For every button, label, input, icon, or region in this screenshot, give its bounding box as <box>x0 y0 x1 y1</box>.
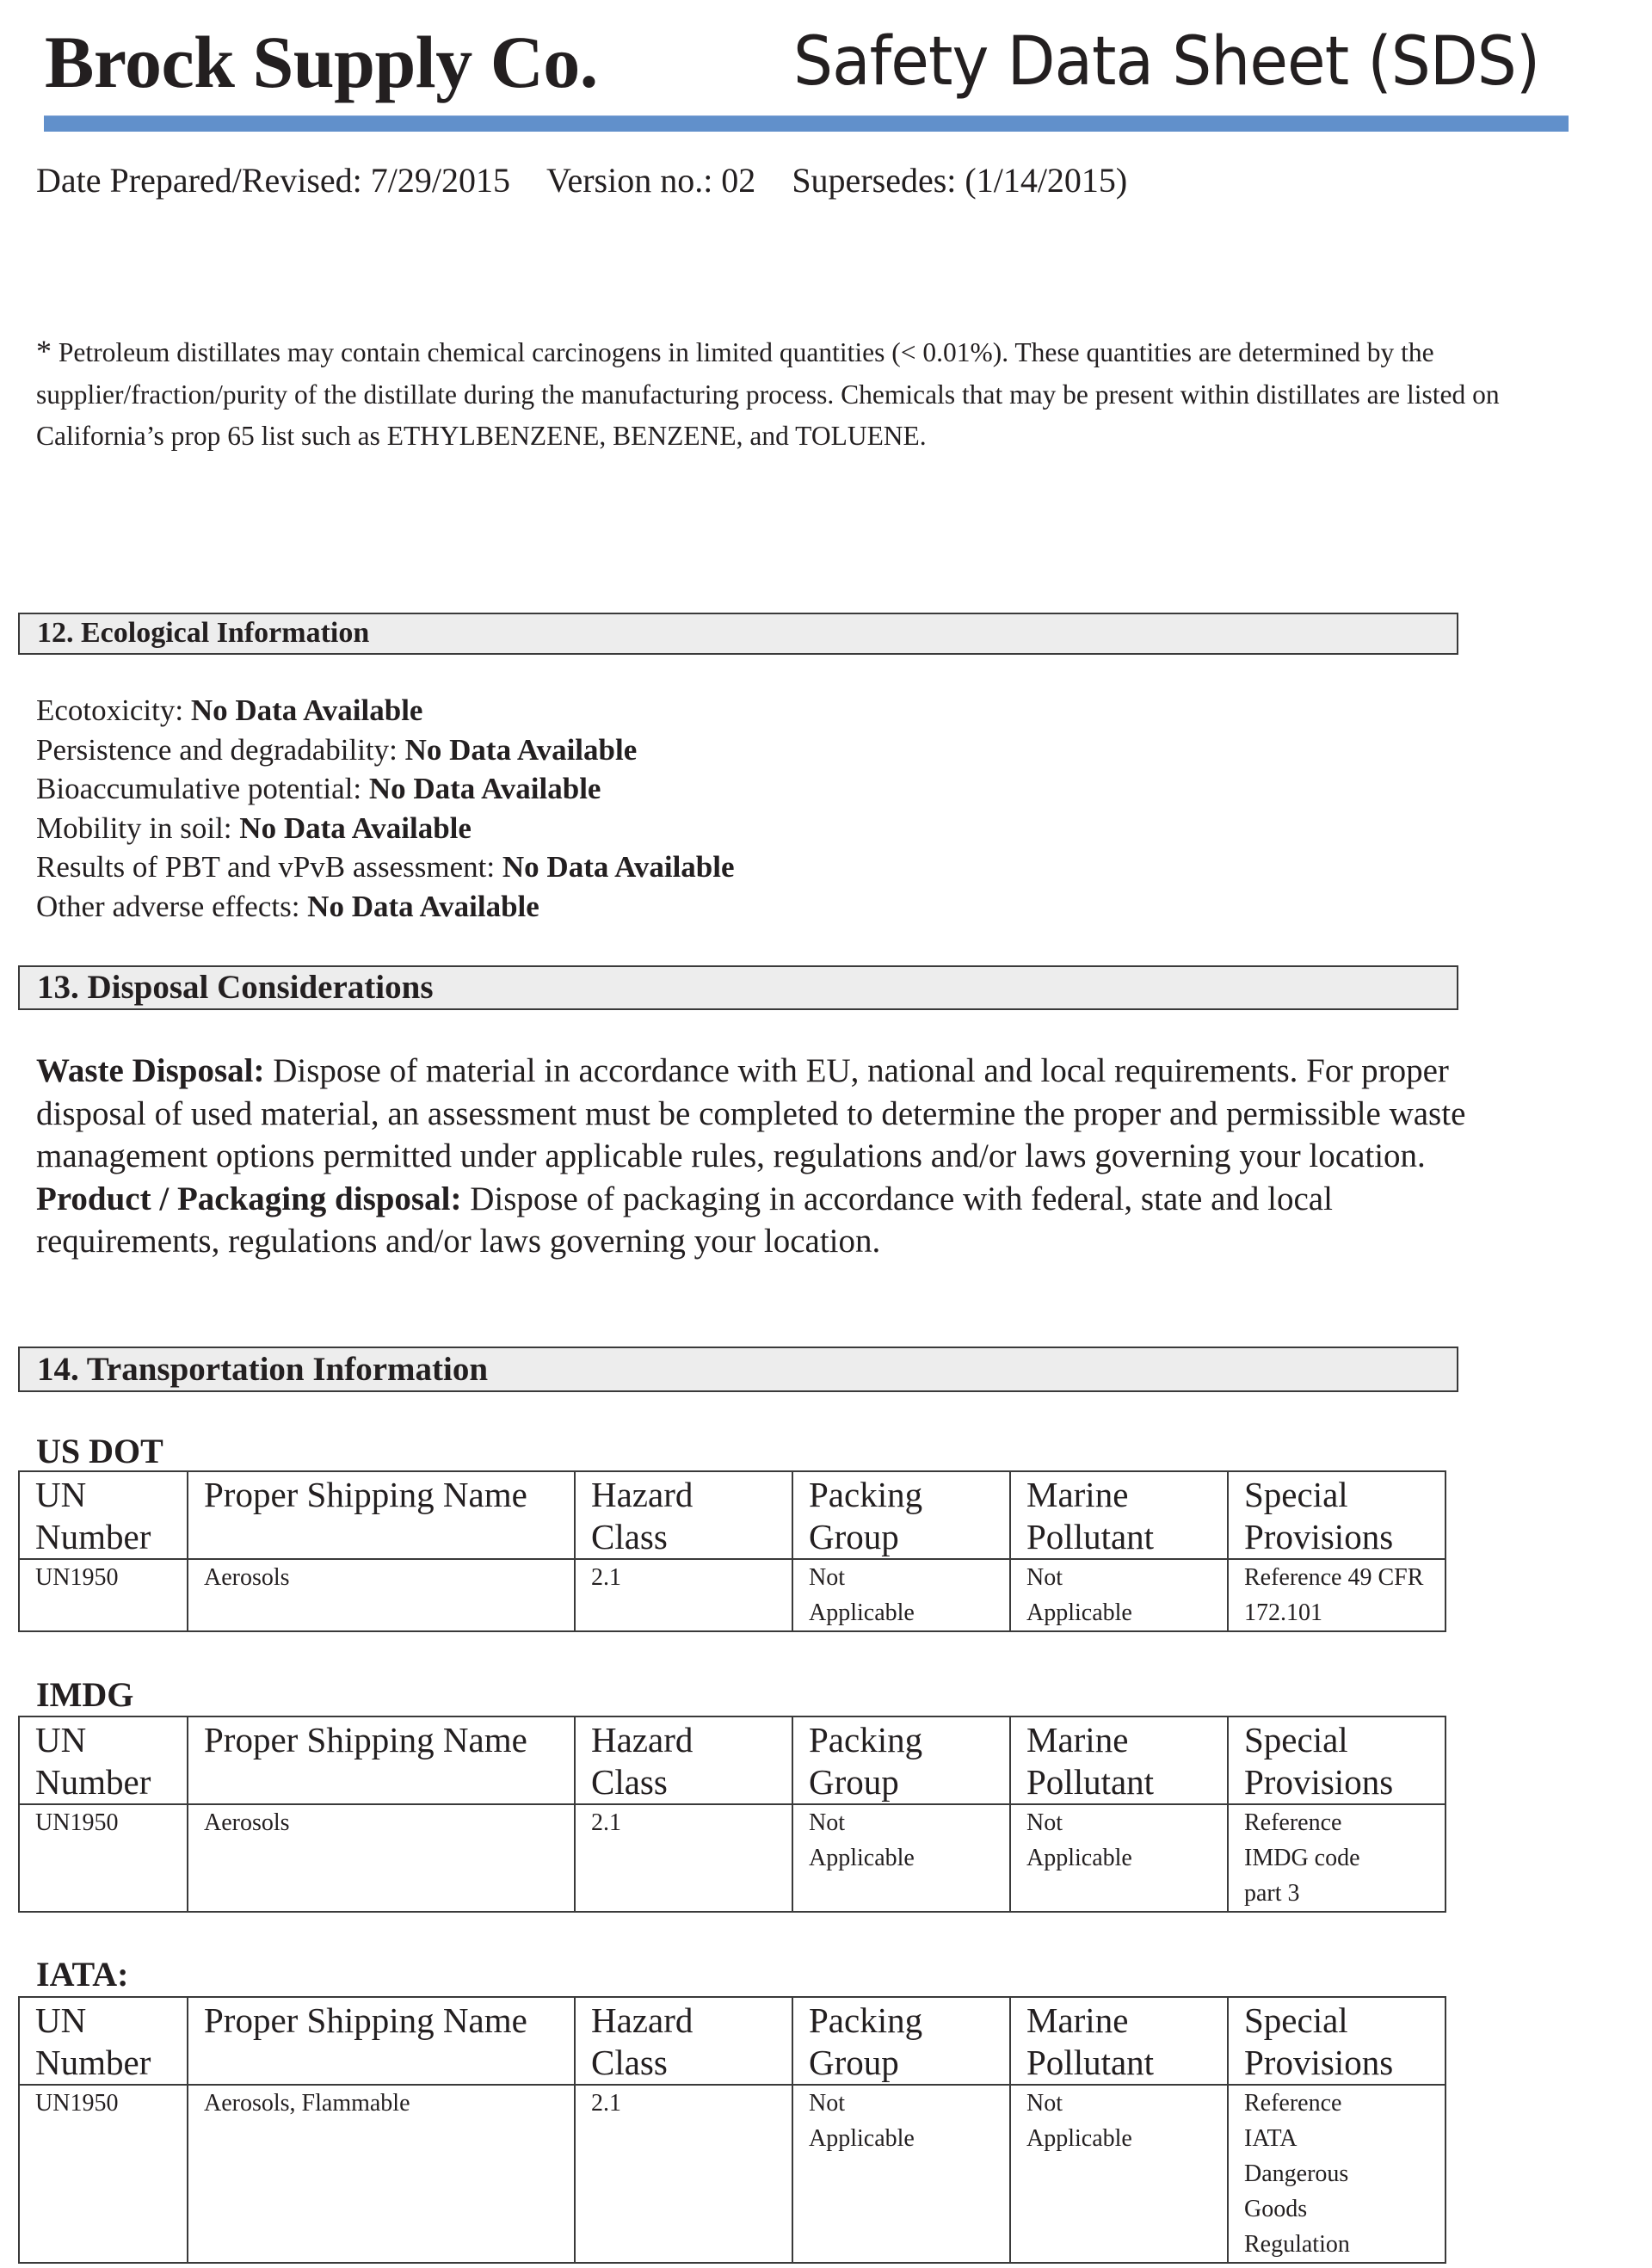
eco-item-bioaccumulative <box>36 769 735 809</box>
section-14-title: 14. Transportation Information <box>37 1351 489 1388</box>
col-shipping-name: Proper Shipping Name <box>188 1471 575 1559</box>
eco-value: No Data Available <box>307 889 539 923</box>
eco-item-ecotoxicity <box>36 691 735 730</box>
waste-disposal-label: Waste Disposal: <box>36 1052 265 1089</box>
col-shipping-name: Proper Shipping Name <box>188 1997 575 2085</box>
col-marine-pollutant: Marine Pollutant <box>1010 1716 1228 1804</box>
un-number: UN1950 <box>19 1559 188 1631</box>
col-packing-group: Packing Group <box>792 1471 1010 1559</box>
packaging-disposal-text: Dispose of packaging in accordance with federal, state and local requirements, regulations and/or laws governing your location. <box>36 1180 1333 1260</box>
hazard-class: 2.1 <box>575 1559 792 1631</box>
shipping-name: Aerosols <box>188 1559 575 1631</box>
eco-value: No Data Available <box>239 810 472 845</box>
table-row <box>19 2085 1446 2263</box>
col-marine-pollutant: Marine Pollutant <box>1010 1997 1228 2085</box>
header-divider-bar <box>44 115 1569 132</box>
section-12-header <box>18 613 1458 655</box>
imdg-label: IMDG <box>36 1675 134 1714</box>
hazard-class: 2.1 <box>575 2085 792 2263</box>
document-meta <box>36 160 1163 201</box>
section-13-title: 13. Disposal Considerations <box>37 969 434 1006</box>
col-hazard-class: Hazard Class <box>575 1471 792 1559</box>
col-special-provisions: Special Provisions <box>1228 1716 1446 1804</box>
marine-pollutant: Not Applicable <box>1010 2085 1228 2263</box>
col-shipping-name: Proper Shipping Name <box>188 1716 575 1804</box>
col-marine-pollutant: Marine Pollutant <box>1010 1471 1228 1559</box>
eco-label: Other adverse effects: <box>36 889 308 923</box>
iata-label: IATA: <box>36 1955 129 1994</box>
eco-label: Results of PBT and vPvB assessment: <box>36 850 502 884</box>
col-un-number: UN Number <box>19 1471 188 1559</box>
col-hazard-class: Hazard Class <box>575 1997 792 2085</box>
un-number: UN1950 <box>19 2085 188 2263</box>
us-dot-table <box>18 1470 1446 1632</box>
col-un-number: UN Number <box>19 1997 188 2085</box>
eco-label: Mobility in soil: <box>36 810 240 845</box>
section-13-header <box>18 965 1458 1010</box>
document-title: Safety Data Sheet (SDS) <box>793 23 1540 101</box>
eco-item-other <box>36 887 735 927</box>
special-provisions: Reference IATA Dangerous Goods Regulation <box>1228 2085 1446 2263</box>
us-dot-label: US DOT <box>36 1432 163 1470</box>
packing-group: Not Applicable <box>792 1559 1010 1631</box>
company-name: Brock Supply Co. <box>45 21 598 103</box>
special-provisions: Reference 49 CFR 172.101 <box>1228 1559 1446 1631</box>
section-12-title: 12. Ecological Information <box>37 617 370 649</box>
eco-label: Ecotoxicity: <box>36 693 191 727</box>
eco-label: Persistence and degradability: <box>36 732 405 767</box>
section-14-header <box>18 1347 1458 1392</box>
eco-item-persistence <box>36 730 735 770</box>
col-packing-group: Packing Group <box>792 1716 1010 1804</box>
marine-pollutant: Not Applicable <box>1010 1804 1228 1912</box>
col-un-number: UN Number <box>19 1716 188 1804</box>
table-header-row <box>19 1997 1446 2085</box>
col-special-provisions: Special Provisions <box>1228 1471 1446 1559</box>
table-row <box>19 1559 1446 1631</box>
imdg-table <box>18 1716 1446 1913</box>
disposal-text <box>36 1050 1499 1263</box>
eco-item-mobility <box>36 809 735 848</box>
table-header-row <box>19 1471 1446 1559</box>
packing-group: Not Applicable <box>792 1804 1010 1912</box>
shipping-name: Aerosols <box>188 1804 575 1912</box>
col-hazard-class: Hazard Class <box>575 1716 792 1804</box>
special-provisions: Reference IMDG code part 3 <box>1228 1804 1446 1912</box>
packing-group: Not Applicable <box>792 2085 1010 2263</box>
eco-label: Bioaccumulative potential: <box>36 772 369 805</box>
version-number: Version no.: 02 <box>546 161 756 200</box>
waste-disposal-text: Dispose of material in accordance with EU, national and local requirements. For proper disposal of used material, an assessment must be completed to determine the proper and permissible waste management options permitted under applicable rules, regulations and/or laws governing your location. <box>36 1052 1466 1174</box>
ecological-info-list <box>36 691 735 926</box>
col-packing-group: Packing Group <box>792 1997 1010 2085</box>
footnote-text: Petroleum distillates may contain chemical carcinogens in limited quantities (< 0.01%). These quantities are determined by the supplier/fraction/purity of the distillate during the manufacturing process. Chemicals that may be present within distillates are listed on California’s prop 65 list such as ETHYLBENZENE, BENZENE, and TOLUENE. <box>36 337 1500 451</box>
eco-item-pbt <box>36 847 735 887</box>
un-number: UN1950 <box>19 1804 188 1912</box>
marine-pollutant: Not Applicable <box>1010 1559 1228 1631</box>
date-prepared: Date Prepared/Revised: 7/29/2015 <box>36 161 510 200</box>
table-row <box>19 1804 1446 1912</box>
hazard-class: 2.1 <box>575 1804 792 1912</box>
packaging-disposal-label: Product / Packaging disposal: <box>36 1180 462 1217</box>
shipping-name: Aerosols, Flammable <box>188 2085 575 2263</box>
eco-value: No Data Available <box>368 772 601 805</box>
iata-table <box>18 1996 1446 2264</box>
carcinogen-footnote <box>36 330 1602 458</box>
eco-value: No Data Available <box>190 693 423 727</box>
table-header-row <box>19 1716 1446 1804</box>
eco-value: No Data Available <box>404 732 638 767</box>
eco-value: No Data Available <box>502 850 735 884</box>
col-special-provisions: Special Provisions <box>1228 1997 1446 2085</box>
footnote-marker: * <box>36 334 52 368</box>
supersedes-date: Supersedes: (1/14/2015) <box>792 161 1128 200</box>
